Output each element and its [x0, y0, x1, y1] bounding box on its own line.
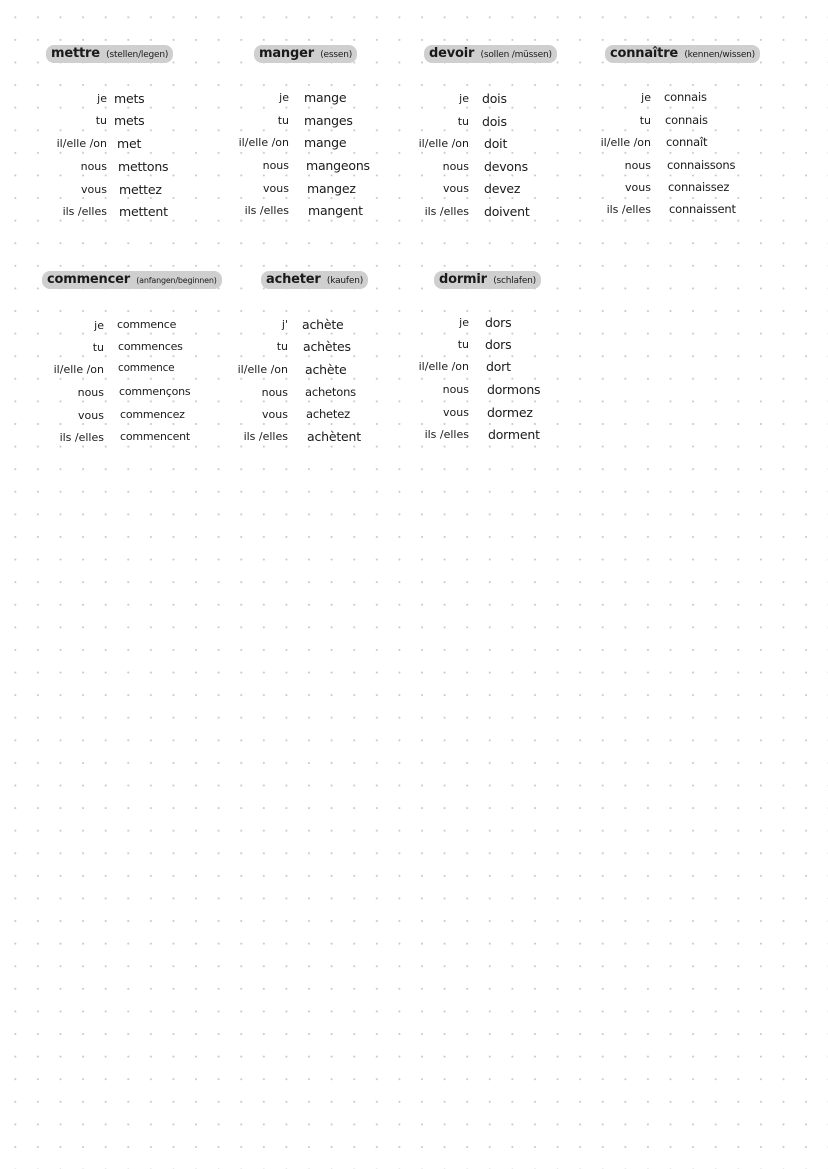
conjugation-row: [544, 202, 736, 223]
conjugation-row: [182, 363, 362, 383]
verb-infinitive: connaître: [610, 46, 679, 61]
verb-form: achète: [302, 317, 344, 332]
verb-form: commençons: [119, 385, 191, 398]
verb-form: dormons: [487, 382, 541, 397]
conjugation-row: [0, 319, 180, 339]
pronoun: tu: [92, 341, 104, 354]
pronoun: vous: [81, 183, 107, 196]
conjugation-row: [362, 406, 542, 426]
verb-translation: (anfangen/beginnen): [136, 276, 217, 285]
conjugation-row: [0, 430, 191, 451]
verb-translation: (essen): [320, 50, 353, 60]
verb-form: doivent: [484, 204, 530, 219]
pronoun: ils /elles: [62, 205, 107, 218]
conjugation-row: [182, 340, 362, 360]
conjugation-row: [362, 428, 542, 448]
pronoun: tu: [277, 114, 289, 127]
verb-form: achètes: [303, 339, 351, 354]
verb-form: doit: [484, 136, 508, 151]
verb-form: manges: [304, 113, 353, 128]
verb-form: commences: [118, 340, 183, 353]
pronoun: je: [459, 316, 469, 329]
conjugation-row: [544, 180, 730, 201]
verb-form: mettent: [119, 204, 168, 219]
verb-form: met: [117, 136, 142, 151]
conjugation-row: [362, 137, 542, 157]
pronoun: je: [459, 92, 469, 105]
conjugation-row: [0, 92, 180, 112]
conjugation-row: [544, 136, 724, 156]
verb-form: dors: [485, 315, 512, 330]
verb-title: [424, 45, 557, 63]
pronoun: nous: [624, 159, 651, 172]
conjugation-row: [0, 137, 180, 157]
pronoun: tu: [457, 338, 469, 351]
verb-form: dormez: [487, 405, 533, 420]
verb-form: mange: [304, 135, 347, 150]
pronoun: tu: [639, 114, 651, 127]
pronoun: tu: [95, 114, 107, 127]
pronoun: vous: [262, 408, 288, 421]
pronoun: je: [97, 92, 107, 105]
conjugation-row: [182, 318, 362, 338]
verb-translation: (kennen/wissen): [684, 50, 755, 60]
verb-form: dois: [482, 91, 507, 106]
pronoun: j': [281, 318, 288, 331]
pronoun: il/elle /on: [600, 136, 651, 149]
verb-title: [254, 45, 357, 63]
conjugation-row: [182, 91, 362, 111]
pronoun: il/elle /on: [56, 137, 107, 150]
verb-infinitive: devoir: [429, 46, 475, 61]
verb-infinitive: acheter: [266, 272, 321, 287]
verb-title: [605, 45, 760, 63]
verb-form: connaît: [666, 135, 708, 149]
pronoun: ils /elles: [244, 204, 289, 217]
conjugation-row: [182, 430, 362, 450]
conjugation-row: [0, 363, 180, 383]
verb-form: connais: [664, 90, 707, 104]
verb-form: devons: [484, 159, 528, 174]
verb-form: devez: [484, 181, 521, 196]
pronoun: nous: [442, 160, 469, 173]
conjugation-row: [544, 114, 724, 134]
verb-form: connaissons: [667, 158, 736, 172]
conjugation-row: [362, 160, 542, 180]
verb-form: achète: [305, 362, 347, 377]
conjugation-row: [0, 114, 180, 134]
pronoun: je: [279, 91, 289, 104]
conjugation-row: [362, 316, 542, 336]
pronoun: nous: [261, 386, 288, 399]
verb-translation: (sollen /müssen): [480, 50, 552, 60]
verb-title: [46, 45, 173, 63]
pronoun: vous: [443, 406, 469, 419]
verb-form: mangeons: [306, 158, 370, 173]
verb-form: mettez: [119, 182, 162, 197]
pronoun: je: [641, 91, 651, 104]
conjugation-row: [362, 360, 542, 380]
conjugation-row: [182, 204, 362, 224]
verb-form: mangez: [307, 181, 356, 196]
verb-form: mange: [304, 90, 347, 105]
verb-infinitive: manger: [259, 46, 314, 61]
pronoun: il/elle /on: [418, 360, 469, 373]
conjugation-row: [362, 338, 542, 358]
conjugation-row: [362, 92, 542, 112]
pronoun: vous: [625, 181, 651, 194]
pronoun: vous: [443, 182, 469, 195]
verb-title: [434, 271, 541, 289]
pronoun: nous: [442, 383, 469, 396]
verb-form: mettons: [118, 159, 169, 174]
verb-form: mets: [114, 91, 145, 106]
verb-form: commencez: [120, 408, 185, 421]
conjugation-row: [362, 205, 542, 225]
conjugation-row: [182, 408, 362, 428]
verb-form: commence: [118, 362, 175, 374]
verb-translation: (kaufen): [326, 276, 364, 286]
conjugation-row: [182, 114, 362, 134]
verb-form: mangent: [308, 203, 363, 218]
verb-form: dort: [486, 359, 511, 374]
conjugation-row: [544, 158, 736, 179]
pronoun: tu: [276, 340, 288, 353]
verb-infinitive: commencer: [47, 272, 130, 287]
verb-infinitive: mettre: [51, 46, 100, 61]
pronoun: ils /elles: [243, 430, 288, 443]
verb-form: connaissent: [669, 202, 736, 216]
conjugation-row: [182, 158, 370, 179]
conjugation-row: [0, 385, 191, 406]
verb-translation: (stellen/legen): [106, 50, 169, 60]
pronoun: il/elle /on: [53, 363, 104, 376]
verb-form: achètent: [307, 429, 361, 444]
pronoun: il/elle /on: [237, 363, 288, 376]
conjugation-row: [0, 205, 180, 225]
pronoun: vous: [263, 182, 289, 195]
pronoun: tu: [457, 115, 469, 128]
pronoun: il/elle /on: [418, 137, 469, 150]
conjugation-row: [362, 115, 542, 135]
pronoun: nous: [77, 386, 104, 399]
verb-infinitive: dormir: [439, 272, 487, 287]
verb-form: mets: [114, 113, 145, 128]
verb-form: connais: [665, 113, 708, 127]
verb-form: commencent: [120, 430, 191, 443]
conjugation-row: [0, 160, 180, 180]
verb-form: connaissez: [668, 180, 730, 194]
verb-form: dorment: [488, 427, 540, 442]
conjugation-row: [0, 183, 180, 203]
pronoun: il/elle /on: [238, 136, 289, 149]
conjugation-row: [362, 383, 542, 403]
verb-form: dors: [485, 337, 512, 352]
conjugation-row: [0, 408, 185, 429]
conjugation-row: [182, 182, 362, 202]
conjugation-row: [544, 91, 724, 111]
conjugation-row: [0, 340, 183, 361]
conjugation-row: [182, 136, 362, 156]
verb-translation: (schlafen): [493, 276, 536, 286]
conjugation-row: [182, 386, 362, 406]
pronoun: ils /elles: [606, 203, 651, 216]
pronoun: je: [94, 319, 104, 332]
pronoun: ils /elles: [424, 205, 469, 218]
pronoun: nous: [262, 159, 289, 172]
verb-form: commence: [117, 318, 177, 331]
verb-form: dois: [482, 114, 507, 129]
verb-form: achetons: [305, 385, 356, 399]
verb-form: achetez: [306, 407, 350, 421]
pronoun: ils /elles: [59, 431, 104, 444]
pronoun: nous: [80, 160, 107, 173]
verb-title: [261, 271, 368, 289]
verb-title: [42, 271, 222, 289]
conjugation-row: [362, 182, 542, 202]
pronoun: vous: [78, 409, 104, 422]
pronoun: ils /elles: [424, 428, 469, 441]
